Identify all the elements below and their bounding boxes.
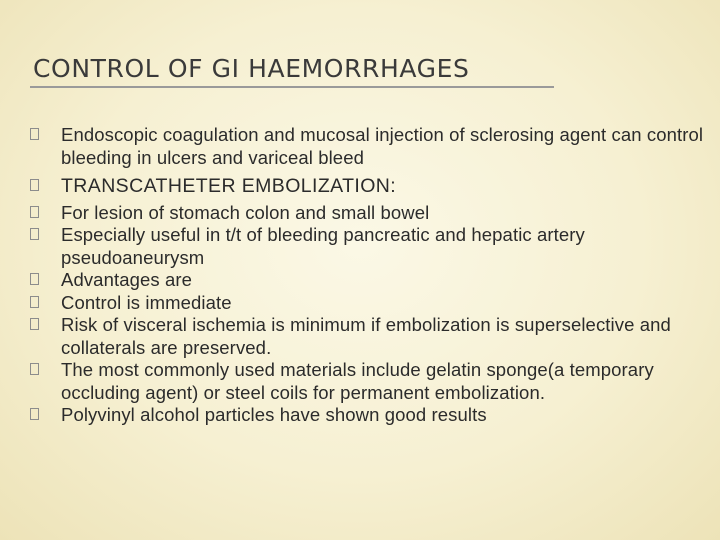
bullet-heading-text: TRANSCATHETER EMBOLIZATION: (61, 175, 397, 197)
bullet-item (30, 314, 710, 359)
bullet-item (30, 202, 710, 225)
bullet-text: Control is immediate (61, 291, 232, 313)
bullet-item (30, 359, 710, 404)
bullet-text: Advantages are (61, 269, 192, 290)
bullet-item (30, 292, 710, 315)
bullet-item (30, 404, 710, 427)
square-outline-icon (30, 363, 39, 375)
square-outline-icon (30, 318, 39, 330)
bullet-item (30, 269, 710, 292)
square-outline-icon (30, 408, 39, 420)
square-outline-icon (30, 273, 39, 285)
bullet-item (30, 224, 710, 269)
bullet-text: For lesion of stomach colon and small bowel (61, 201, 430, 223)
bullet-text: Especially useful in t/t of bleeding pancreatic and hepatic artery pseudoaneurysm (61, 224, 585, 268)
bullet-text: Polyvinyl alcohol particles have shown good results (61, 404, 487, 425)
bullet-list (30, 124, 710, 427)
square-outline-icon (30, 179, 39, 191)
bullet-text: Endoscopic coagulation and mucosal injection of sclerosing agent can control bleeding in ulcers and variceal bleed (61, 124, 704, 168)
slide-title: CONTROL OF GI HAEMORRHAGES (33, 54, 470, 83)
bullet-text: Risk of visceral ischemia is minimum if embolization is superselective and collaterals are preserved. (61, 314, 671, 358)
bullet-item (30, 124, 710, 169)
square-outline-icon (30, 206, 39, 218)
square-outline-icon (30, 228, 39, 240)
square-outline-icon (30, 128, 39, 140)
square-outline-icon (30, 296, 39, 308)
title-underline (30, 86, 554, 88)
bullet-text: The most commonly used materials include gelatin sponge(a temporary occluding agent) or steel coils for permanent embolization. (61, 359, 654, 403)
bullet-item-heading (30, 175, 710, 198)
